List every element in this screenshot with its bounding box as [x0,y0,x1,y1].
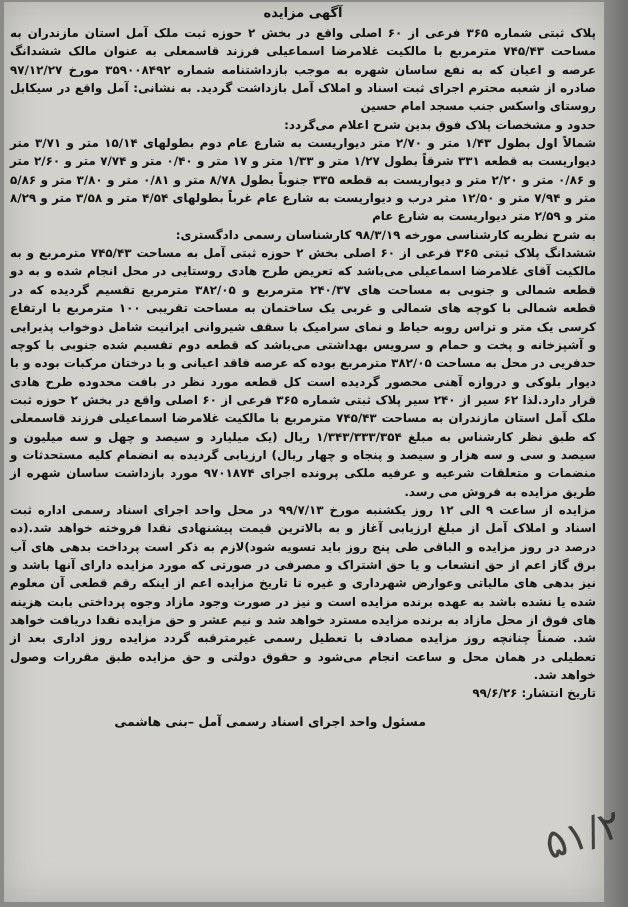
auction-notice [10,4,596,731]
official-signature: مسئول واحد اجرای اسناد رسمی آمل –بنی هاشمی [114,713,426,729]
auction-terms: مزایده از ساعت ۹ الی ۱۲ روز یکشنبه مورخ ۹۹/۷/۱۳ در محل واحد اجرای اسناد رسمی اداره ثبت اسناد و املاک آمل از مبلغ ارزیابی آغاز و به بالاترین قیمت پیشنهادی نقدا فروخته خواهد شد.(ده درصد در روز مزایده و الباقی طی پنج روز باید تسویه شود)لازم به ذکر است پرداخت بدهی های آب برق گاز اعم از حق انشعاب و یا حق اشتراک و مصرفی در صورتی که مورد مزایده دارای آنها باشد و نیز بدهی های مالیاتی وعوارض شهرداری و غیره تا تاریخ مزایده اعم از اینکه رقم قطعی آن معلوم شده یا نشده باشد به عهده برنده مزایده است و نیز در صورت وجود مازاد وجوه پرداختی بابت هزینه های فوق از محل مازاد به برنده مزایده مسترد خواهد شد و نیم عشر و حق مزایده نقدا دریافت خواهد شد. ضمناً چنانچه روز مزایده مصادف با تعطیل رسمی غیرمترقبه گردد مزایده روز اداری بعد از تعطیلی در همان محل و ساعت انجام می‌شود و حقوق دولتی و حق مزایده طبق مقررات وصول خواهد شد. [10,502,596,683]
boundaries-intro: حدود و مشخصات پلاک فوق بدین شرح اعلام می‌گردد: [284,117,596,132]
handwritten-mark: ۵۱/۲ [538,801,628,869]
expert-opinion-intro: به شرح نظریه کارشناسی مورخه ۹۸/۳/۱۹ کارشناسان رسمی دادگستری: [175,227,596,242]
property-description: پلاک ثبتی شماره ۳۶۵ فرعی از ۶۰ اصلی واقع در بخش ۲ حوزه ثبت ملک آمل استان مازندران به مساحت ۷۴۵/۴۳ مترمربع با مالکیت غلامرضا اسماعیلی فرزند قاسمعلی به عنوان مالک ششدانگ عرصه و اعیان که به نفع ساسان شهره به موجب بازداشتنامه شماره ۳۵۹۰۰۸۴۹۲ مورخ ۹۷/۱۲/۲۷ صادره از شعبه محترم اجرای ثبت اسناد و املاک آمل بازداشت گردید. به نشانی: آمل واقع در سیکابل روستای واسکس جنب مسجد امام حسین [10,26,596,114]
property-boundaries: شمالاً اول بطول ۱/۴۳ متر و ۲/۷۰ متر دیواریست به شارع عام دوم بطولهای ۱۵/۱۴ متر و ۳/۷۱ متر دیواریست به قطعه ۳۳۱ شرقاً بطول ۱/۲۷ متر و ۱/۳۳ متر و ۱۷ متر و ۰/۴۰ متر و ۷/۷۴ متر و ۲/۶۰ متر و ۰/۸۶ متر و ۲/۲۰ متر و دیواریست به قطعه ۳۳۵ جنوباً بطول ۸/۷۸ متر و ۰/۸۱ متر و ۳/۸۰ متر و ۵/۸۶ متر و ۷/۹۴ متر و ۱۲/۵۰ متر درب و دیواریست به شارع عام غرباً بطولهای ۴/۵۴ متر و ۳/۵۸ متر و ۸/۲۹ متر و ۲/۵۹ متر دیواریست به شارع عام [10,136,597,224]
scan-background-edge [604,0,628,907]
expert-valuation: ششدانگ پلاک ثبتی ۳۶۵ فرعی از ۶۰ اصلی بخش ۲ حوزه ثبتی آمل به مساحت ۷۴۵/۴۳ مترمربع و به مالکیت آقای غلامرضا اسماعیلی می‌باشد که تعریض طرح هادی روستایی در محل انجام شده و به دو قطعه شمالی و جنوبی به مساحت های ۲۴۰/۳۷ مترمربع و ۳۸۲/۰۵ مترمربع تقسیم گردیده که در قطعه شمالی با کوچه های شمالی و غربی یک ساختمان به مساحت تقریبی ۱۰۰ مترمربع با ارتفاع کرسی یک متر و تراس روبه حیاط و نمای سرامیک با سقف شیروانی ایرانیت شامل دوخواب پذیرایی و آشپزخانه و پخت و حمام و سرویس بهداشتی می‌باشد که قطعه دوم تقسیم شده جنوبی با کوچه حدفریی در محل به مساحت ۳۸۲/۰۵ مترمربع بوده که عرصه فاقد اعیانی و با درختان مرکبات بوده و با دیوار بلوکی و دروازه آهنی محصور گردیده است کل قطعه مورد نظر در بافت محدوده طرح هادی قرار دارد.لذا ۶۲ سیر از ۲۴۰ سیر پلاک ثبتی شماره ۳۶۵ فرعی از ۶۰ اصلی واقع در بخش ۲ حوزه ثبت ملک آمل استان مازندران به مساحت ۷۴۵/۴۳ مترمربع با مالکیت غلامرضا اسماعیلی فرزند قاسمعلی که طبق نظر کارشناس به مبلغ ۱/۳۴۳/۳۳۳/۳۵۴ ریال (یک میلیارد و سیصد و چهل و سه میلیون و سیصد و سی و سه هزار و سیصد و پنجاه و چهار ریال) ارزیابی گردیده به انضمام کلیه مستحدثات و منضمات و متعلقات شرعیه و عرفیه ملکی پرونده اجرای ۹۷۰۱۸۷۴ مورد بازداشت ساسان شهره از طریق مزایده به فروش می رسد. [10,246,597,499]
notice-title: آگهی مزایده [263,6,343,21]
publish-date: تاریخ انتشار: ۹۹/۶/۲۶ [472,686,596,701]
